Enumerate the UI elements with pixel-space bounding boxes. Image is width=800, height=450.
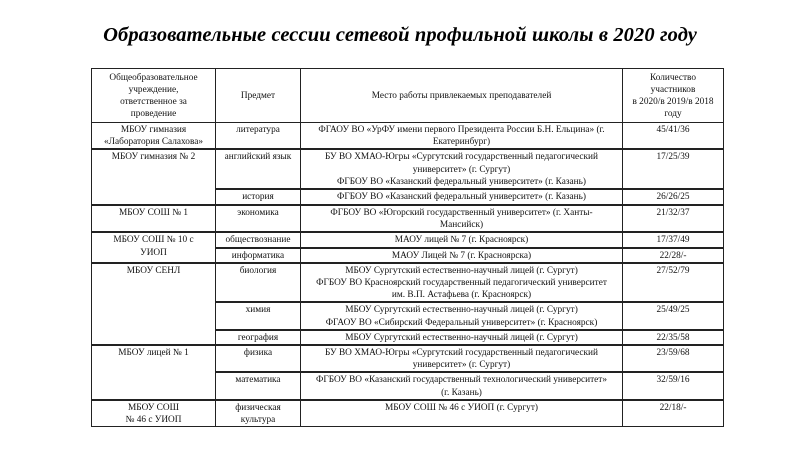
subject-line: обществознание	[225, 235, 291, 246]
workplace-cell	[301, 302, 623, 329]
workplace-cell	[301, 189, 623, 205]
subject-cell	[216, 123, 301, 150]
workplace-line: университет» (г. Сургут)	[412, 164, 511, 175]
workplace-cell	[301, 248, 623, 263]
institution-cell	[92, 263, 216, 345]
subject-line: культура	[240, 415, 276, 426]
subject-cell	[216, 302, 301, 329]
institution-line: УИОП	[140, 247, 167, 258]
subject-line: биология	[239, 265, 277, 276]
header-institution-line: Общеобразовательное	[109, 72, 198, 83]
workplace-line: МАОУ Лицей № 7 (г. Красноярска)	[391, 250, 532, 261]
workplace-line: ФГБОУ ВО «Югорский государственный университет» (г. Ханты-	[330, 208, 593, 219]
workplace-line: ФГБОУ ВО «Казанский федеральный университет» (г. Казань)	[337, 192, 586, 203]
participants-count-cell: 45/41/36	[623, 123, 724, 150]
subject-cell	[216, 205, 301, 232]
workplace-line: БУ ВО ХМАО-Югры «Сургутский государственный педагогический	[325, 348, 598, 359]
institution-line: МБОУ гимназия № 2	[111, 152, 196, 163]
institution-cell	[92, 205, 216, 232]
subject-cell	[216, 372, 301, 399]
table-row	[92, 400, 724, 427]
participants-count-cell: 22/28/-	[623, 248, 724, 263]
subject-cell	[216, 149, 301, 189]
header-subject: Предмет	[216, 69, 301, 123]
institution-line: «Лаборатория Салахова»	[104, 137, 203, 148]
header-participants-line: году	[664, 109, 682, 120]
subject-cell	[216, 400, 301, 427]
participants-count-cell: 21/32/37	[623, 205, 724, 232]
institution-line: МБОУ СОШ	[128, 402, 179, 413]
workplace-line: ФГБОУ ВО «Казанский государственный технологический университет»	[315, 375, 607, 386]
workplace-line: МАОУ лицей № 7 (г. Красноярск)	[394, 235, 529, 246]
subject-line: физика	[243, 348, 273, 359]
workplace-line: Мансийск)	[439, 220, 484, 231]
workplace-line: им. В.П. Астафьева (г. Красноярск)	[391, 290, 532, 301]
participants-count-cell: 25/49/25	[623, 302, 724, 329]
workplace-line: ФГБОУ ВО Красноярский государственный педагогический университет	[316, 278, 607, 289]
subject-line: информатика	[231, 250, 285, 261]
workplace-line: (г. Казань)	[441, 387, 482, 398]
institution-line: МБОУ СОШ № 1	[118, 208, 189, 219]
workplace-line: МБОУ Сургутский естественно-научный лицей (г. Сургут)	[345, 265, 578, 276]
header-workplace: Место работы привлекаемых преподавателей	[301, 69, 623, 123]
institution-line: МБОУ СОШ № 10 с	[113, 235, 194, 246]
workplace-line: МБОУ СОШ № 46 с УИОП (г. Сургут)	[385, 402, 538, 413]
table-body	[92, 123, 724, 427]
institution-cell	[92, 123, 216, 150]
table-row	[92, 123, 724, 150]
subject-line: литература	[236, 125, 280, 135]
workplace-cell	[301, 400, 623, 427]
subject-cell	[216, 232, 301, 247]
participants-count-cell: 26/26/25	[623, 189, 724, 205]
header-institution-line: ответственное за	[120, 97, 187, 107]
subject-cell	[216, 248, 301, 263]
institution-line: МБОУ СЕНЛ	[126, 265, 181, 276]
participants-count-cell: 32/59/16	[623, 372, 724, 399]
workplace-line: МБОУ Сургутский естественно-научный лицей (г. Сургут)	[345, 332, 578, 343]
subject-line: химия	[245, 305, 271, 316]
workplace-line: университет» (г. Сургут)	[412, 360, 511, 371]
table-row	[92, 149, 724, 189]
subject-line: экономика	[237, 208, 279, 219]
subject-cell	[216, 189, 301, 205]
workplace-line: ФГАОУ ВО «Сибирский Федеральный университет» (г. Красноярск)	[325, 317, 598, 328]
workplace-cell	[301, 372, 623, 399]
workplace-cell	[301, 345, 623, 372]
header-institution-line: учреждение,	[128, 84, 179, 95]
workplace-cell	[301, 263, 623, 303]
participants-count-cell: 23/59/68	[623, 345, 724, 372]
subject-cell	[216, 345, 301, 372]
participants-count-cell: 17/37/49	[623, 232, 724, 247]
table-row	[92, 263, 724, 303]
workplace-line: ФГБОУ ВО «Казанский федеральный университет» (г. Казань)	[337, 176, 586, 187]
table-row	[92, 232, 724, 247]
institution-cell	[92, 400, 216, 427]
header-institution	[92, 69, 216, 123]
table-row	[92, 345, 724, 372]
header-participants-line: в 2020/в 2019/в 2018	[632, 97, 714, 107]
workplace-line: Екатеринбург)	[432, 137, 491, 148]
header-institution-line: проведение	[130, 109, 177, 120]
table-header-row	[92, 69, 724, 123]
table-row	[92, 205, 724, 232]
subject-cell	[216, 263, 301, 303]
subject-line: математика	[235, 375, 281, 386]
workplace-cell	[301, 232, 623, 247]
institution-line: № 46 с УИОП	[125, 415, 182, 426]
institution-cell	[92, 232, 216, 262]
workplace-line: МБОУ Сургутский естественно-научный лицей (г. Сургут)	[345, 305, 578, 316]
header-participants-line: Количество	[649, 72, 697, 83]
header-participants-line: участников	[650, 84, 696, 95]
sessions-table	[91, 68, 724, 427]
institution-cell	[92, 149, 216, 205]
workplace-line: БУ ВО ХМАО-Югры «Сургутский государственный педагогический	[325, 152, 598, 163]
workplace-cell	[301, 123, 623, 150]
workplace-cell	[301, 205, 623, 232]
subject-line: география	[237, 332, 279, 343]
participants-count-cell: 22/35/58	[623, 330, 724, 345]
workplace-cell	[301, 330, 623, 345]
institution-cell	[92, 345, 216, 400]
header-participants	[623, 69, 724, 123]
subject-line: английский язык	[224, 152, 292, 163]
subject-line: история	[242, 192, 274, 203]
participants-count-cell: 27/52/79	[623, 263, 724, 303]
page-title: Образовательные сессии сетевой профильной школы в 2020 году	[103, 24, 697, 46]
participants-count-cell: 17/25/39	[623, 149, 724, 189]
institution-line: МБОУ лицей № 1	[118, 348, 189, 359]
institution-line: МБОУ гимназия	[120, 125, 187, 135]
workplace-line: ФГАОУ ВО «УрФУ имени первого Президента России Б.Н. Ельцина» (г.	[318, 125, 605, 135]
subject-line: физическая	[235, 402, 281, 413]
subject-cell	[216, 330, 301, 345]
workplace-cell	[301, 149, 623, 189]
participants-count-cell: 22/18/-	[623, 400, 724, 427]
